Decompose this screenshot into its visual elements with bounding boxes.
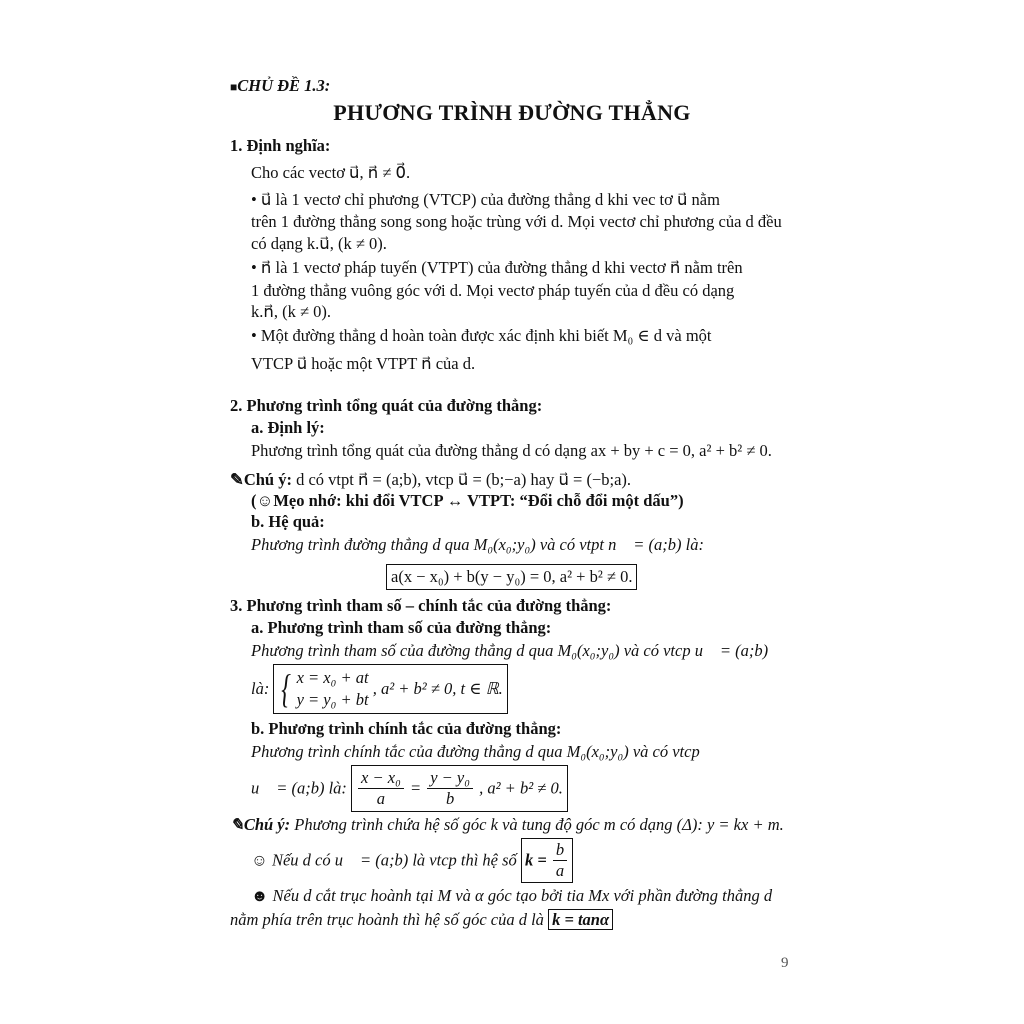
section2-heading: 2. Phương trình tổng quát của đường thẳng: [230, 396, 543, 415]
s1-bullet3-line1: • Một đường thẳng d hoàn toàn được xác định khi biết M₀ ∈ d và một [251, 326, 712, 345]
s2b-text: Phương trình đường thẳng d qua M₀(x₀;y₀) và có vtpt n⃗ = (a;b) là: [251, 535, 704, 554]
s1-bullet1-line3: có dạng k.u⃗, (k ≠ 0). [251, 234, 387, 253]
s1-bullet2-line3: k.n⃗, (k ≠ 0). [251, 302, 332, 321]
s3a-cond: , a² + b² ≠ 0, t ∈ ℝ. [372, 679, 503, 698]
s3-note1-text: ☺ Nếu d có u⃗ = (a;b) là vtcp thì hệ số [251, 850, 517, 870]
s3b-formula-box [351, 765, 568, 812]
s3a-formula-row [251, 664, 508, 714]
s3b-frac1 [358, 768, 404, 809]
s1-bullet2-line1: • n⃗ là 1 vectơ pháp tuyến (VTPT) của đường thẳng d khi vectơ n⃗ nằm trên [251, 258, 743, 277]
s3b-cond: , a² + b² ≠ 0. [479, 778, 563, 798]
s3-note2-line1: ☻ Nếu d cắt trục hoành tại M và α góc tạo bởi tia Mx với phần đường thẳng d [251, 886, 773, 905]
s3b-den1: a [376, 789, 386, 808]
page-number: 9 [781, 955, 789, 971]
section3-heading: 3. Phương trình tham số – chính tắc của đường thẳng: [230, 596, 612, 615]
topic-label-text: CHỦ ĐỀ 1.3: [237, 76, 331, 95]
section1-heading: 1. Định nghĩa: [230, 136, 331, 155]
s3b-frac2 [427, 768, 473, 809]
s3a-system [297, 667, 369, 711]
s1-bullet2-line2: 1 đường thẳng vuông góc với d. Mọi vectơ pháp tuyến của d đều có dạng [251, 281, 735, 300]
s3-note1-k: k = [524, 850, 547, 870]
s3-note1-num: b [553, 840, 567, 861]
s2-note-label: ✎Chú ý: [230, 470, 292, 489]
s3-note1-frac [553, 840, 567, 881]
s2b-formula: a(x − x₀) + b(y − y₀) = 0, a² + b² ≠ 0. [386, 564, 637, 590]
left-brace-icon: { [281, 666, 292, 711]
s3b-text: Phương trình chính tắc của đường thẳng d qua M₀(x₀;y₀) và có vtcp [251, 742, 700, 761]
square-bullet-icon: ■ [230, 80, 238, 94]
page-title: PHƯƠNG TRÌNH ĐƯỜNG THẲNG [333, 100, 691, 125]
s3b-num1: x − x₀ [358, 768, 404, 789]
s1-bullet1-line2: trên 1 đường thẳng song song hoặc trùng với d. Mọi vectơ chỉ phương của d đều [251, 212, 782, 231]
s3-note2-box: k = tanα [548, 909, 613, 930]
s3-note1-row [251, 838, 573, 884]
s3-note2-line2: nằm phía trên trục hoành thì hệ số góc của d là [230, 910, 544, 929]
s2a-text: Phương trình tổng quát của đường thẳng d có dạng ax + by + c = 0, a² + b² ≠ 0. [251, 441, 772, 460]
s3b-num2: y − y₀ [427, 768, 473, 789]
s3-note2-line2-row [230, 910, 613, 930]
s3-note1-den: a [555, 861, 565, 880]
s3-note-text: Phương trình chứa hệ số góc k và tung độ góc m có dạng (Δ): y = kx + m. [294, 815, 784, 834]
s3b-equals: = [409, 778, 422, 798]
s2-note-text: d có vtpt n⃗ = (a;b), vtcp u⃗ = (b;−a) hay u⃗ = (−b;a). [296, 470, 632, 489]
s3a-la: là: [251, 679, 270, 698]
s2-tip: (☺Mẹo nhớ: khi đổi VTCP ↔ VTPT: “Đổi chỗ đổi một dấu”) [251, 491, 684, 510]
s3a-eq1: x = x₀ + at [296, 668, 369, 687]
s2b-heading: b. Hệ quả: [251, 512, 325, 531]
s3b-den2: b [445, 789, 455, 808]
s3a-heading: a. Phương trình tham số của đường thẳng: [251, 618, 552, 637]
s3b-la: u⃗ = (a;b) là: [251, 778, 347, 798]
s3a-text: Phương trình tham số của đường thẳng d qua M₀(x₀;y₀) và có vtcp u⃗ = (a;b) [251, 641, 769, 660]
s1-intro: Cho các vectơ u⃗, n⃗ ≠ 0⃗. [251, 163, 411, 182]
s2a-heading: a. Định lý: [251, 418, 325, 437]
s3-note [230, 815, 784, 835]
s3-note1-box [521, 838, 573, 883]
s3a-formula-box [273, 664, 507, 714]
s2b-formula-box [386, 564, 637, 590]
s3a-eq2: y = y₀ + bt [296, 690, 369, 709]
s3b-heading: b. Phương trình chính tắc của đường thẳng: [251, 719, 562, 738]
s1-bullet3-line2: VTCP u⃗ hoặc một VTPT n⃗ của d. [251, 354, 476, 373]
s3-note-label: ✎Chú ý: [230, 815, 291, 834]
s1-bullet1-line1: • u⃗ là 1 vectơ chỉ phương (VTCP) của đường thẳng d khi vec tơ u⃗ nằm [251, 190, 720, 209]
s3b-formula-row [251, 765, 568, 813]
topic-label [230, 76, 330, 97]
s2-note [230, 470, 631, 490]
